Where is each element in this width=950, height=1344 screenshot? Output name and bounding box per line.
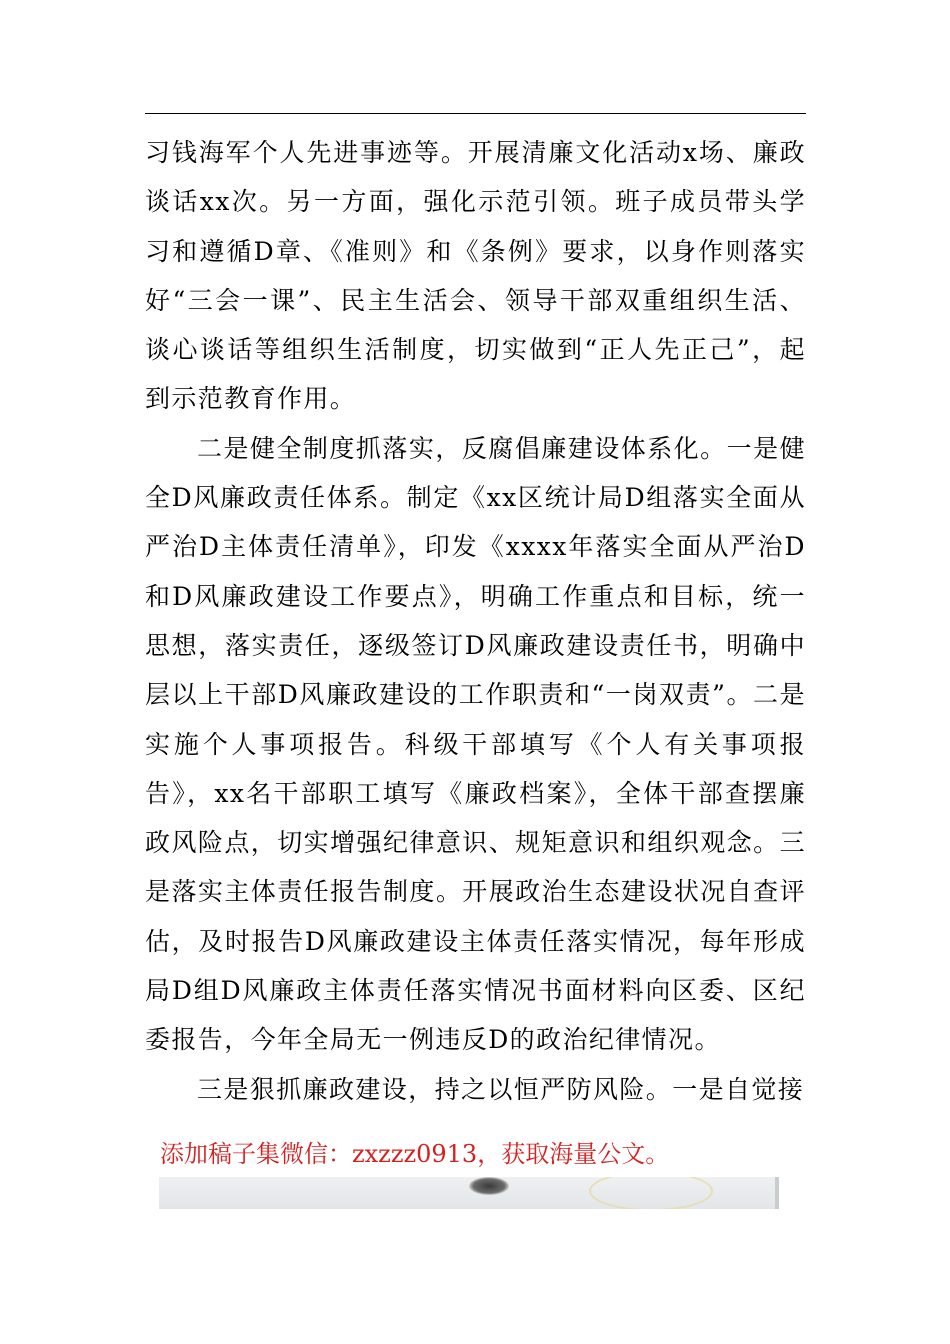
paragraph-integrity-building: 三是狠抓廉政建设，持之以恒严防风险。一是自觉接: [197, 1074, 805, 1104]
ink-blot-decoration: [469, 1177, 509, 1195]
decorative-banner-image: [159, 1177, 779, 1209]
paragraph-system-building: 二是健全制度抓落实，反腐倡廉建设体系化。一是健全D风廉政责任体系。制定《xx区统计局D组落实全面从严治D主体责任清单》，印发《xxxx年落实全面从严治D和D风廉政建设工作要点》，明确工作重点和目标，统一思想，落实责任，逐级签订D风廉政建设责任书，明确中层以上干部D风廉政建设的工作职责和“一岗双责”。二是实施个人事项报告。科级干部填写《个人有关事项报告》，xx名干部职工填写《廉政档案》，全体干部查摆廉政风险点，切实增强纪律意识、规矩意识和组织观念。三是落实主体责任报告制度。开展政治生态建设状况自查评估，及时报告D风廉政建设主体责任落实情况，每年形成局D组D风廉政主体责任落实情况书面材料向区委、区纪委报告，今年全局无一例违反D的政治纪律情况。: [145, 433, 806, 1055]
paragraph-continued: 习钱海军个人先进事迹等。开展清廉文化活动x场、廉政谈话xx次。另一方面，强化示范引领。班子成员带头学习和遵循D章、《准则》和《条例》要求，以身作则落实好“三会一课”、民主生活会、领导干部双重组织生活、谈心谈话等组织生活制度，切实做到“正人先正己”，起到示范教育作用。: [145, 138, 806, 414]
document-body: [145, 128, 806, 1114]
swirl-decoration: [589, 1177, 713, 1209]
header-rule: [145, 113, 806, 114]
promo-watermark-text: 添加稿子集微信：zxzzz0913，获取海量公文。: [160, 1140, 670, 1168]
banner-edge: [775, 1177, 779, 1209]
